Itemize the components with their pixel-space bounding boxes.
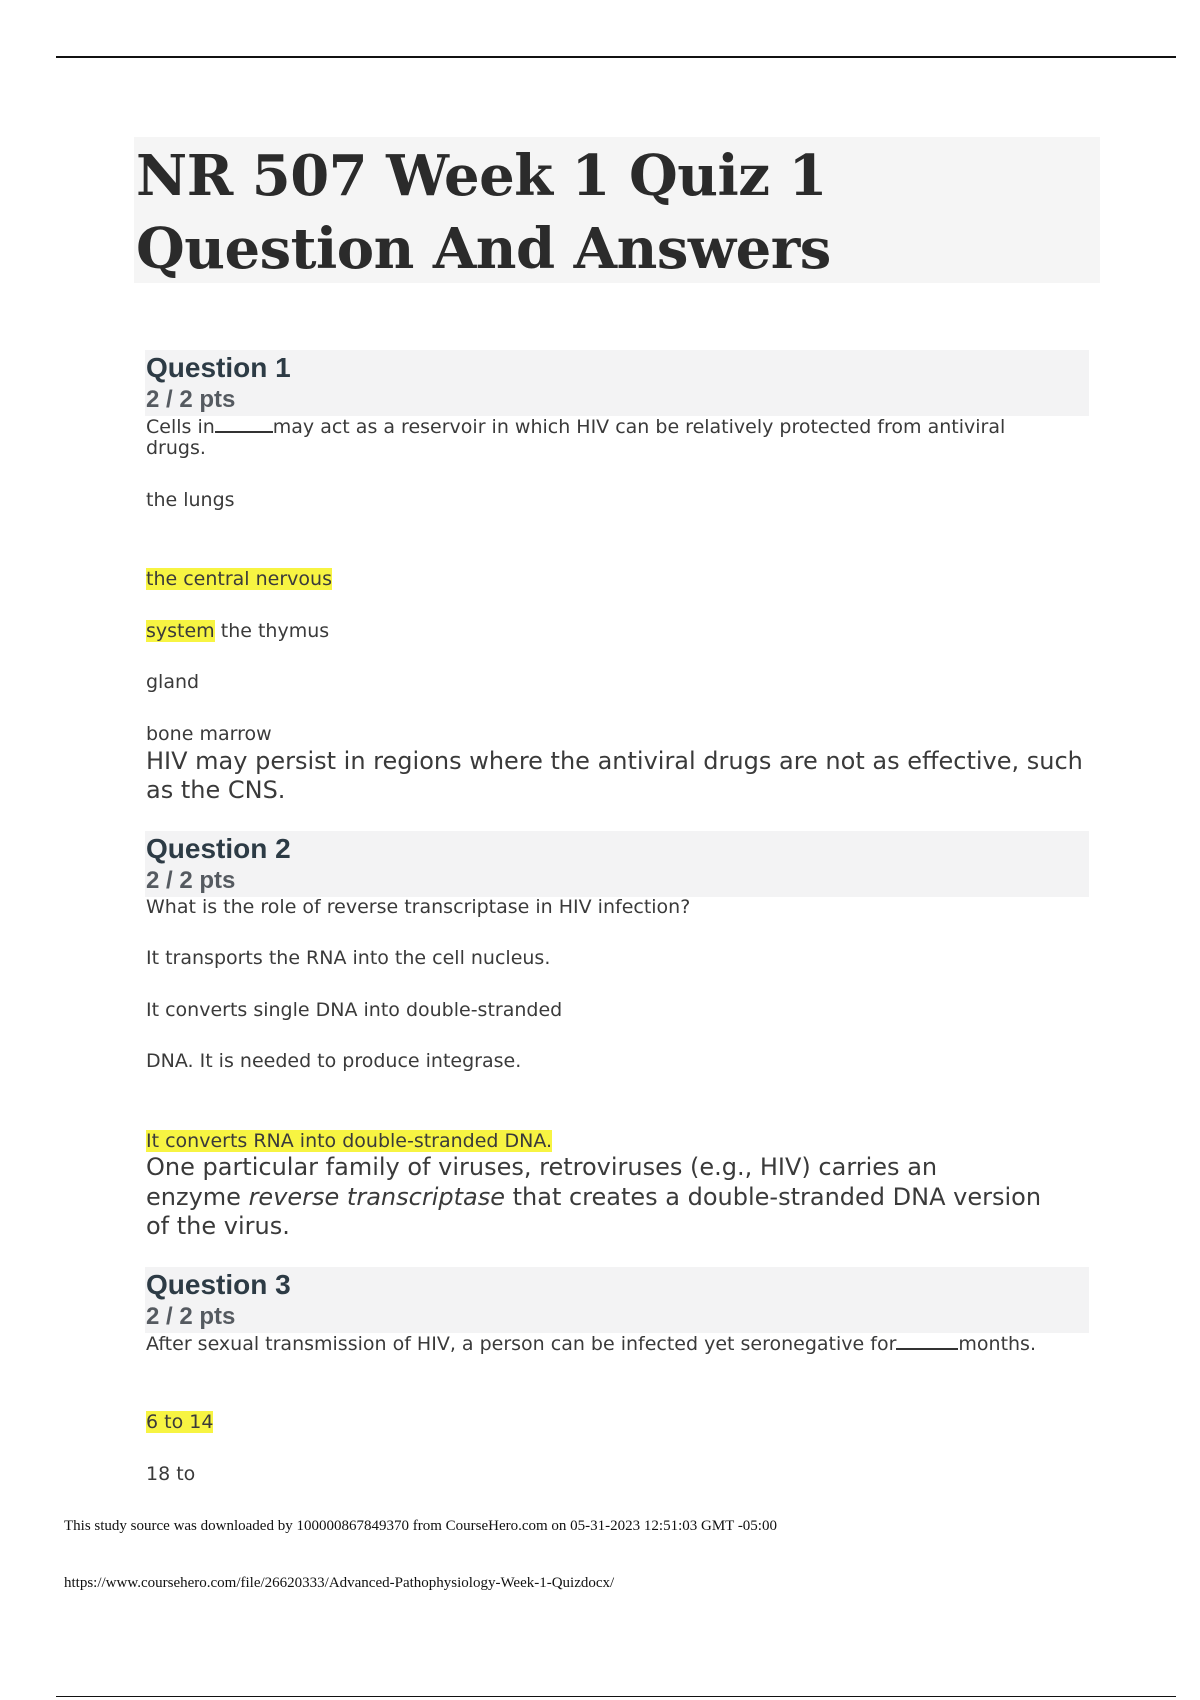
- correct-answer-highlight: 6 to 14: [146, 1411, 214, 1433]
- explanation-term: reverse transcriptase: [248, 1183, 505, 1211]
- question-3-prompt: [146, 1332, 1036, 1355]
- top-rule: [56, 56, 1176, 58]
- question-1-prompt-line2: drugs.: [146, 437, 206, 459]
- question-3-option-2: 18 to: [146, 1463, 196, 1485]
- question-2-prompt: What is the role of reverse transcriptase in HIV infection?: [146, 896, 691, 918]
- question-2-option-1: It transports the RNA into the cell nucleus.: [146, 947, 551, 969]
- question-2-explanation-line1: One particular family of viruses, retroviruses (e.g., HIV) carries an: [146, 1153, 938, 1181]
- explanation-text: that creates a double-stranded DNA version: [504, 1183, 1042, 1211]
- question-2-option-correct: [146, 1130, 552, 1152]
- source-url[interactable]: https://www.coursehero.com/file/26620333/Advanced-Pathophysiology-Week-1-Quizdocx/: [64, 1575, 615, 1591]
- answer-blank: [896, 1332, 958, 1350]
- question-1-option-cns: [146, 568, 332, 590]
- question-1-title: Question 1: [146, 352, 291, 383]
- question-1-prompt-end: may act as a reservoir in which HIV can be relatively protected from antiviral: [272, 416, 1006, 438]
- question-3-points: 2 / 2 pts: [146, 1303, 236, 1330]
- question-1-prompt: [146, 415, 1005, 438]
- question-2-title: Question 2: [146, 833, 291, 864]
- answer-blank: [215, 415, 273, 433]
- question-1-option-cns-thymus: [146, 620, 329, 642]
- question-2-option-3: DNA. It is needed to produce integrase.: [146, 1050, 522, 1072]
- question-2-points: 2 / 2 pts: [146, 867, 236, 894]
- correct-answer-highlight: It converts RNA into double-stranded DNA.: [146, 1130, 553, 1152]
- question-1-option-lungs: the lungs: [146, 489, 235, 511]
- question-1-prompt-start: Cells in: [146, 416, 215, 438]
- correct-answer-highlight: system: [146, 620, 215, 642]
- explanation-text: enzyme: [146, 1183, 249, 1211]
- question-3-prompt-start: After sexual transmission of HIV, a person can be infected yet seronegative for: [146, 1333, 897, 1355]
- question-3-option-correct: [146, 1411, 213, 1433]
- question-3-title: Question 3: [146, 1269, 291, 1300]
- question-2-option-2: It converts single DNA into double-stranded: [146, 999, 563, 1021]
- question-3-prompt-end: months.: [958, 1333, 1036, 1355]
- question-1-option-marrow: bone marrow: [146, 723, 272, 745]
- question-1-explanation: HIV may persist in regions where the antiviral drugs are not as effective, such as the CNS.: [146, 747, 1083, 804]
- question-1-points: 2 / 2 pts: [146, 386, 236, 413]
- bottom-rule: [56, 1696, 1176, 1697]
- correct-answer-highlight: the central nervous: [146, 568, 332, 590]
- question-1-option-gland: gland: [146, 671, 200, 693]
- question-1-option-thymus: the thymus: [214, 620, 330, 642]
- page-title: NR 507 Week 1 Quiz 1 Question And Answers: [136, 143, 831, 282]
- question-2-explanation-line2: [146, 1183, 1041, 1212]
- question-2-explanation-line3: of the virus.: [146, 1212, 290, 1240]
- download-note: This study source was downloaded by 100000867849370 from CourseHero.com on 05-31-2023 12:51:03 GMT -05:00: [64, 1518, 777, 1534]
